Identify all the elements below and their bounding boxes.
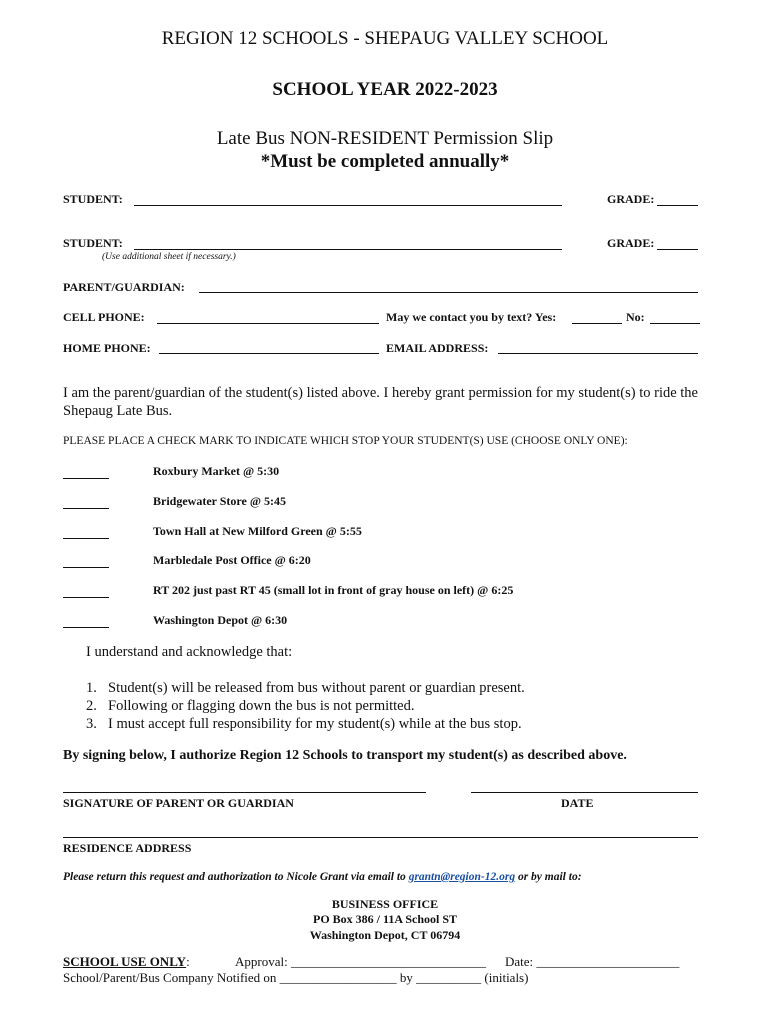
ack-item-3: I must accept full responsibility for my student(s) while at the bus stop. — [108, 716, 522, 732]
student-label-1: STUDENT: — [63, 192, 123, 206]
approval-field[interactable]: Approval: ______________________________ — [235, 954, 486, 969]
text-contact-label: May we contact you by text? Yes: — [386, 310, 557, 324]
text-no-input[interactable] — [650, 323, 700, 324]
authorization-statement: By signing below, I authorize Region 12 Schools to transport my student(s) as described above. — [63, 748, 627, 763]
residence-input[interactable] — [63, 837, 698, 838]
student-input-1[interactable] — [134, 205, 562, 206]
stop-label-4: Marbledale Post Office @ 6:20 — [153, 553, 311, 567]
stop-label-1: Roxbury Market @ 5:30 — [153, 464, 280, 478]
school-use-title: SCHOOL USE ONLY — [63, 954, 187, 969]
grade-input-2[interactable] — [657, 249, 698, 250]
text-no-label: No: — [626, 310, 645, 324]
permission-statement: I am the parent/guardian of the student(s) listed above. I hereby grant permission for my student(s) to ride the Shepaug Late Bus. — [63, 385, 698, 419]
stop-checkbox-1[interactable] — [63, 478, 109, 479]
acknowledge-intro: I understand and acknowledge that: — [86, 644, 293, 660]
home-phone-input[interactable] — [159, 353, 379, 354]
residence-label: RESIDENCE ADDRESS — [63, 841, 192, 855]
cell-phone-input[interactable] — [157, 323, 379, 324]
return-instructions — [63, 871, 582, 883]
stop-label-2: Bridgewater Store @ 5:45 — [153, 494, 287, 508]
return-text-before: Please return this request and authorization to Nicole Grant via email to — [63, 871, 406, 883]
email-label: EMAIL ADDRESS: — [386, 341, 489, 355]
signature-input[interactable] — [63, 792, 426, 793]
email-input[interactable] — [498, 353, 698, 354]
stop-label-3: Town Hall at New Milford Green @ 5:55 — [153, 524, 362, 538]
stop-instruction: PLEASE PLACE A CHECK MARK TO INDICATE WHICH STOP YOUR STUDENT(S) USE (CHOOSE ONLY ONE): — [63, 435, 628, 447]
school-year: SCHOOL YEAR 2022-2023 — [272, 79, 498, 100]
home-phone-label: HOME PHONE: — [63, 341, 151, 355]
cell-phone-label: CELL PHONE: — [63, 310, 145, 324]
return-email-link[interactable]: grantn@region-12.org — [408, 871, 516, 883]
ack-number-3: 3. — [86, 716, 97, 732]
return-text-after: or by mail to: — [517, 871, 582, 883]
parent-label: PARENT/GUARDIAN: — [63, 280, 185, 294]
date-label: DATE — [561, 796, 594, 810]
stop-checkbox-6[interactable] — [63, 627, 109, 628]
parent-input[interactable] — [199, 292, 698, 293]
ack-item-1: Student(s) will be released from bus without parent or guardian present. — [108, 680, 525, 696]
text-yes-input[interactable] — [572, 323, 622, 324]
office-po-box: PO Box 386 / 11A School ST — [312, 912, 458, 926]
school-use-date-field[interactable]: Date: ______________________ — [505, 954, 680, 969]
stop-label-5: RT 202 just past RT 45 (small lot in front of gray house on left) @ 6:25 — [153, 583, 514, 597]
student-input-2[interactable] — [134, 249, 562, 250]
student-label-2: STUDENT: — [63, 236, 123, 250]
form-name: Late Bus NON-RESIDENT Permission Slip — [216, 128, 554, 149]
ack-number-2: 2. — [86, 698, 97, 714]
school-use-colon: : — [186, 954, 190, 969]
notified-field[interactable]: School/Parent/Bus Company Notified on __________________ by __________ (initials) — [63, 970, 529, 985]
grade-label-2: GRADE: — [607, 236, 655, 250]
date-input[interactable] — [471, 792, 698, 793]
form-title: REGION 12 SCHOOLS - SHEPAUG VALLEY SCHOOL — [161, 28, 609, 49]
stop-checkbox-4[interactable] — [63, 567, 109, 568]
signature-label: SIGNATURE OF PARENT OR GUARDIAN — [63, 796, 294, 810]
grade-input-1[interactable] — [657, 205, 698, 206]
stop-checkbox-3[interactable] — [63, 538, 109, 539]
annual-note: *Must be completed annually* — [260, 151, 510, 172]
ack-number-1: 1. — [86, 680, 97, 696]
office-name: BUSINESS OFFICE — [331, 897, 439, 911]
additional-sheet-note: (Use additional sheet if necessary.) — [102, 252, 236, 262]
stop-label-6: Washington Depot @ 6:30 — [153, 613, 288, 627]
stop-checkbox-2[interactable] — [63, 508, 109, 509]
school-use-heading — [63, 954, 190, 970]
ack-item-2: Following or flagging down the bus is not permitted. — [108, 698, 415, 714]
grade-label-1: GRADE: — [607, 192, 655, 206]
office-city: Washington Depot, CT 06794 — [309, 928, 461, 942]
stop-checkbox-5[interactable] — [63, 597, 109, 598]
